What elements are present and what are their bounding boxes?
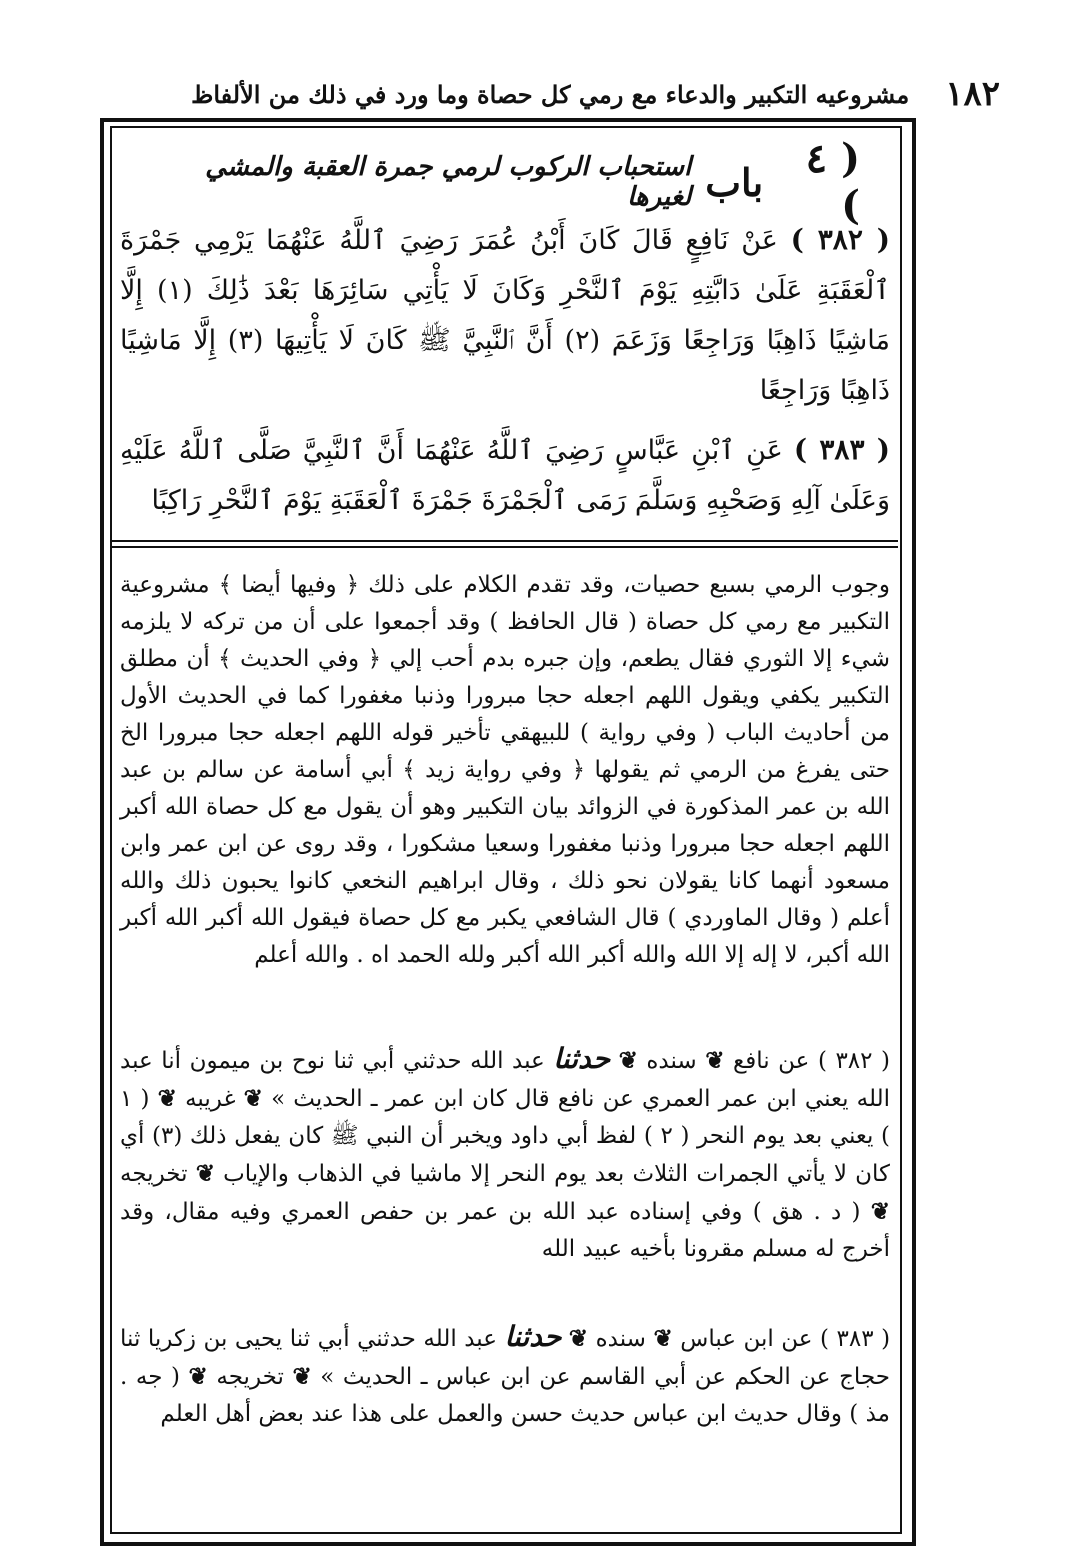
sanad-label: سنده [595, 1326, 646, 1352]
note-number: ( ٣٨٢ ) [817, 1048, 890, 1074]
hadith-number: ( ٣٨٢ ) [790, 223, 891, 256]
haddathana-label: حدثنا [553, 1042, 611, 1075]
note-382 [120, 1040, 890, 1268]
divider-line [110, 546, 898, 548]
ornament-icon: ❦ [243, 1085, 263, 1112]
ornament-icon: ❦ [705, 1047, 725, 1074]
section-bab-word: باب [705, 159, 764, 205]
sanad-text: عبد الله حدثني أبي ثنا يحيى بن زكريا ثنا حجاج عن الحكم عن أبي القاسم عن ابن عباس ـ الحديث » [120, 1326, 891, 1390]
hadith-number: ( ٣٨٣ ) [793, 433, 890, 466]
ornament-icon: ❦ [157, 1085, 177, 1112]
note-number: ( ٣٨٣ ) [820, 1326, 891, 1352]
ornament-icon: ❦ [292, 1363, 312, 1390]
haddathana-label: حدثنا [504, 1320, 562, 1353]
commentary [120, 567, 890, 974]
section-title: استحباب الركوب لرمي جمرة العقبة والمشي لغيرها [205, 152, 692, 212]
note-383 [120, 1318, 890, 1433]
hadith-body: عَنْ نَافِعٍ قَالَ كَانَ أَبْنُ عُمَرَ رَضِيَ ٱللَّهُ عَنْهُمَا يَرْمِي جَمْرَةَ ٱلْعَقَبَةِ عَلَىٰ دَابَّتِهِ يَوْمَ ٱلنَّحْرِ وَكَانَ لَا يَأْتِي سَائِرَهَا بَعْدَ ذَٰلِكَ (١) إِلَّا مَاشِيًا ذَاهِبًا وَرَاجِعًا وَزَعَمَ (٢) أَنَّ ٱلنَّبِيَّ ﷺ كَانَ لَا يَأْتِيهَا (٣) إِلَّا مَاشِيًا ذَاهِبًا وَرَاجِعًا [120, 225, 890, 406]
divider-line [110, 540, 898, 542]
takhrij-label: تخريجه [120, 1161, 188, 1187]
sanad-text: عبد الله حدثني أبي ثنا نوح بن ميمون أنا عبد الله يعني ابن عمر العمري عن نافع قال كان ابن عمر ـ الحديث » [120, 1048, 891, 1112]
ornament-icon: ❦ [195, 1160, 215, 1187]
takhrij-label: تخريجه [216, 1364, 284, 1390]
note-lead: عن نافع [733, 1048, 810, 1074]
page-header [130, 70, 1000, 118]
gharib-label: غريبه [185, 1086, 236, 1112]
section-heading [160, 135, 860, 229]
ornament-icon: ❦ [653, 1325, 673, 1352]
hadith-body: عَنِ ٱبْنِ عَبَّاسٍ رَضِيَ ٱللَّهُ عَنْهُمَا أَنَّ ٱلنَّبِيَّ صَلَّى ٱللَّهُ عَلَيْهِ وَعَلَىٰ آلِهِ وَصَحْبِهِ وَسَلَّمَ رَمَى ٱلْجَمْرَةَ جَمْرَةَ ٱلْعَقَبَةِ يَوْمَ ٱلنَّحْرِ رَاكِبًا [120, 435, 890, 516]
gharib-text: ( ١ ) يعني بعد يوم النحر ( ٢ ) لفظ أبي داود ويخبر أن النبي ﷺ كان يفعل ذلك (٣) أي كان لا يأتي الجمرات الثلاث بعد يوم النحر إلا ماشيا في الذهاب والإياب [120, 1086, 891, 1187]
ornament-icon: ❦ [870, 1198, 890, 1225]
takhrij-text: ( جه . مذ ) وقال حديث ابن عباس حديث حسن والعمل على هذا عند بعض أهل العلم [120, 1364, 890, 1427]
page-number: ١٨٢ [945, 74, 1000, 114]
ornament-icon: ❦ [568, 1325, 589, 1352]
takhrij-text: ( د . هق ) وفي إسناده عبد الله بن عمر بن حفص العمري وفيه مقال، وقد أخرج له مسلم مقرونا بأخيه عبيد الله [120, 1199, 890, 1262]
note-lead: عن ابن عباس [680, 1326, 813, 1352]
hadith-text-383 [120, 425, 890, 526]
section-number: ( ٤ ) [805, 135, 860, 229]
commentary-text: وجوب الرمي بسبع حصيات، وقد تقدم الكلام على ذلك ﴿ وفيها أيضا ﴾ مشروعية التكبير مع رمي كل حصاة ( قال الحافظ ) وقد أجمعوا على أن من تركه لا يلزمه شيء إلا الثوري فقال يطعم، وإن جبره بدم أحب إلي ﴿ وفي الحديث ﴾ أن مطلق التكبير يكفي ويقول اللهم اجعله حجا مبرورا وذنبا مغفورا كما في الحديث الأول من أحاديث الباب ( وفي رواية ) للبيهقي تأخير قوله اللهم اجعله حجا مبرورا الخ حتى يفرغ من الرمي ثم يقولها ﴿ وفي رواية زيد ﴾ أبي أسامة عن سالم بن عبد الله بن عمر المذكورة في الزوائد بيان التكبير وهو أن يقول مع كل حصاة الله أكبر اللهم اجعله حجا مبرورا وذنبا مغفورا وسعيا مشكورا ، وقد روى عن ابن عمر وابن مسعود أنهما كانا يقولان نحو ذلك ، وقال ابراهيم النخعي كانوا يحبون ذلك والله أعلم ( وقال الماوردي ) قال الشافعي يكبر مع كل حصاة فيقول الله أكبر الله أكبر الله أكبر، لا إله إلا الله والله أكبر الله أكبر ولله الحمد اه . والله أعلم [120, 572, 890, 968]
ornament-icon: ❦ [618, 1047, 638, 1074]
ornament-icon: ❦ [188, 1363, 208, 1390]
running-title: مشروعيه التكبير والدعاء مع رمي كل حصاة وما ورد في ذلك من الألفاظ [191, 79, 910, 109]
hadith-text-382 [120, 215, 890, 416]
sanad-label: سنده [646, 1048, 697, 1074]
